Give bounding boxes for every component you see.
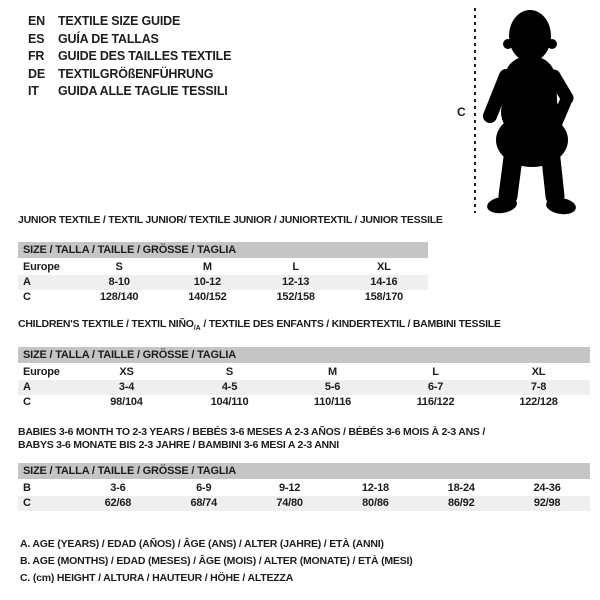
language-row-it — [28, 83, 231, 101]
table-row-c — [18, 395, 590, 410]
title-text: CHILDREN'S TEXTILE / TEXTIL NIÑO — [18, 318, 194, 330]
value-cell: 62/68 — [104, 497, 132, 509]
language-label: GUIDE DES TAILLES TEXTILE — [58, 49, 232, 63]
table-row-europe — [18, 260, 428, 275]
value-cell: 4-5 — [221, 381, 238, 394]
language-code: IT — [28, 84, 39, 98]
value-cell: 24-36 — [533, 482, 561, 494]
value-cell: 68/74 — [190, 497, 217, 509]
table-row-b — [18, 481, 590, 496]
value-cell: 116/122 — [416, 396, 455, 409]
language-label: TEXTILGRÖßENFÜHRUNG — [58, 66, 214, 81]
value-cell: 80/86 — [362, 497, 389, 509]
value-cell: 14-16 — [370, 276, 398, 288]
value-cell: 86/92 — [447, 497, 475, 509]
table-row-a — [18, 275, 428, 290]
value-cell: 3-6 — [110, 482, 126, 494]
value-cell: XL — [377, 261, 391, 273]
value-cell: 12-18 — [361, 482, 389, 494]
language-label: GUÍA DE TALLAS — [58, 31, 159, 46]
size-header-label: SIZE / TALLA / TAILLE / GRÖSSE / TAGLIA — [23, 349, 237, 362]
footnote-c: C. (cm) HEIGHT / ALTURA / HAUTEUR / HÖHE / ALTEZZA — [20, 572, 294, 584]
size-header-bar — [18, 242, 428, 258]
baby-silhouette — [486, 10, 577, 216]
language-code: FR — [28, 49, 45, 63]
language-label: TEXTILE SIZE GUIDE — [58, 14, 181, 28]
language-row-fr — [28, 48, 231, 66]
value-cell: S — [225, 366, 234, 379]
value-cell: 122/128 — [519, 396, 558, 409]
value-cell: 6-7 — [427, 381, 444, 394]
table-title-line1: BABIES 3-6 MONTH TO 2-3 YEARS / BEBÉS 3-6 MESES A 2-3 AÑOS / BÉBÉS 3-6 MOIS À 2-3 ANS / — [18, 426, 486, 438]
language-code: DE — [28, 66, 45, 81]
value-cell: 3-4 — [118, 381, 135, 394]
value-cell: 7-8 — [530, 381, 547, 394]
table-title — [18, 318, 590, 335]
value-cell: 18-24 — [447, 482, 475, 494]
language-row-en — [28, 13, 231, 31]
size-header-label: SIZE / TALLA / TAILLE / GRÖSSE / TAGLIA — [23, 244, 237, 256]
size-header-label: SIZE / TALLA / TAILLE / GRÖSSE / TAGLIA — [23, 465, 237, 477]
value-cell: 110/116 — [313, 396, 352, 409]
value-cell: 8-10 — [108, 276, 130, 288]
babies-textile-table — [18, 426, 590, 511]
table-row-c — [18, 290, 428, 305]
size-header-bar — [18, 347, 590, 363]
value-cell: L — [292, 261, 299, 273]
value-cell: 92/98 — [533, 497, 561, 509]
childrens-textile-table — [18, 318, 590, 410]
footnote-a: A. AGE (YEARS) / EDAD (AÑOS) / ÂGE (ANS) / ALTER (JAHRE) / ETÀ (ANNI) — [20, 538, 384, 550]
language-row-es — [28, 31, 231, 49]
row-label-cell: A — [23, 276, 31, 288]
value-cell: 10-12 — [193, 276, 221, 288]
size-header-bar — [18, 463, 590, 479]
title-subscript: /A — [193, 325, 201, 333]
value-cell: L — [432, 366, 439, 379]
language-code: EN — [28, 14, 45, 28]
value-cell: 98/104 — [110, 396, 143, 409]
table-row-europe — [18, 365, 590, 380]
value-cell: 140/152 — [188, 291, 227, 303]
value-cell: XL — [531, 366, 546, 379]
value-cell: M — [328, 366, 337, 379]
value-cell: XS — [119, 366, 134, 379]
row-label-cell: C — [23, 497, 31, 509]
value-cell: 9-12 — [278, 482, 301, 494]
height-measure-label: C — [457, 105, 466, 119]
language-label: GUIDA ALLE TAGLIE TESSILI — [58, 84, 228, 98]
value-cell: 5-6 — [324, 381, 341, 394]
language-code: ES — [28, 31, 45, 46]
value-cell: 74/80 — [276, 497, 303, 509]
value-cell: S — [115, 261, 123, 273]
baby-height-figure — [440, 0, 600, 220]
row-label-cell: Europe — [23, 261, 60, 273]
table-row-a — [18, 380, 590, 395]
table-row-c — [18, 496, 590, 511]
footnotes — [20, 536, 413, 587]
value-cell: 12-13 — [282, 276, 310, 288]
value-cell: 152/158 — [276, 291, 315, 303]
value-cell: 6-9 — [196, 482, 212, 494]
footnote-b: B. AGE (MONTHS) / EDAD (MESES) / ÂGE (MOIS) / ALTER (MONATE) / ETÀ (MESI) — [20, 555, 413, 567]
value-cell: M — [202, 261, 212, 273]
value-cell: 128/140 — [99, 291, 139, 303]
language-title-list — [28, 13, 231, 101]
table-title: JUNIOR TEXTILE / TEXTIL JUNIOR/ TEXTILE JUNIOR / JUNIORTEXTIL / JUNIOR TESSILE — [18, 214, 443, 226]
row-label-cell: A — [23, 381, 31, 394]
value-cell: 158/170 — [364, 291, 404, 303]
title-text: / TEXTILE DES ENFANTS / KINDERTEXTIL / BAMBINI TESSILE — [200, 318, 501, 330]
junior-textile-table — [18, 214, 443, 305]
row-label-cell: Europe — [23, 366, 60, 379]
table-title-line2: BABYS 3-6 MONATE BIS 2-3 JAHRE / BAMBINI 3-6 MESI A 2-3 ANNI — [18, 439, 339, 451]
row-label-cell: C — [23, 396, 31, 409]
row-label-cell: C — [23, 291, 31, 303]
language-row-de — [28, 66, 231, 84]
row-label-cell: B — [23, 482, 31, 494]
value-cell: 104/110 — [210, 396, 249, 409]
